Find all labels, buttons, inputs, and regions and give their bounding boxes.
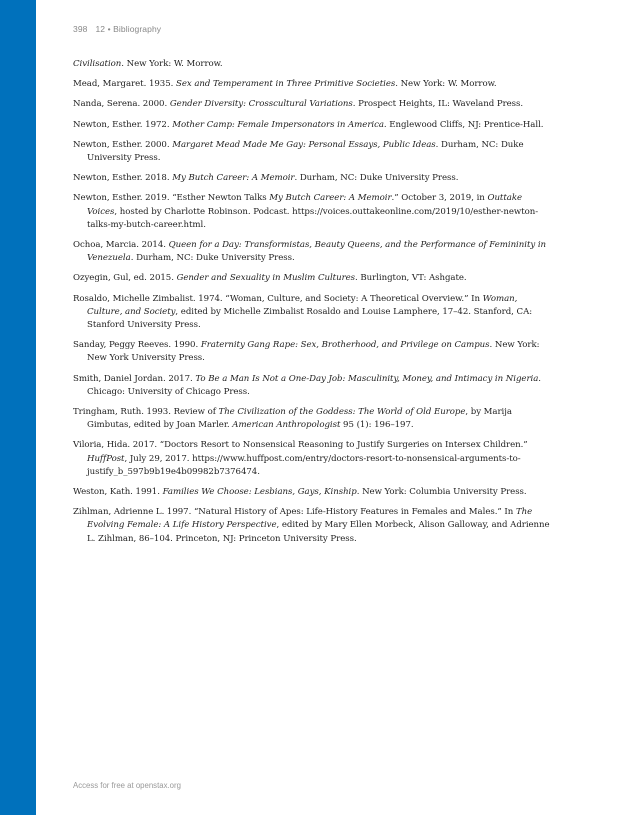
reference-entry xyxy=(73,172,553,185)
reference-title: Civilisation xyxy=(73,59,122,69)
reference-text: , hosted by Charlotte Robinson. Podcast. https://voices.outtakeonline.com/2019/10/esther-newton-talks-my-butch-career.html. xyxy=(87,206,539,230)
reference-text: . New York: W. Morrow. xyxy=(121,59,223,69)
reference-entry xyxy=(73,293,553,333)
reference-text: . New York: W. Morrow. xyxy=(395,79,497,90)
footer-access-link[interactable]: Access for free at openstax.org xyxy=(73,781,181,790)
reference-text: .” October 3, 2019, in xyxy=(391,193,488,204)
reference-title: Gender and Sexuality in Muslim Cultures xyxy=(176,273,356,284)
reference-entry xyxy=(73,272,553,285)
reference-text: Weston, Kath. 1991. xyxy=(73,487,163,498)
reference-text: Viloria, Hida. 2017. “Doctors Resort to Nonsensical Reasoning to Justify Surgeries on Intersex Children.” xyxy=(73,440,528,451)
reference-entry xyxy=(73,406,553,432)
reference-text: . Englewood Cliffs, NJ: Prentice-Hall. xyxy=(383,119,544,130)
reference-text: Sanday, Peggy Reeves. 1990. xyxy=(73,340,201,351)
reference-title: Woman, Culture, and Society xyxy=(87,293,518,317)
reference-text: . Burlington, VT: Ashgate. xyxy=(355,273,467,284)
reference-title: Margaret Mead Made Me Gay: Personal Essays, Public Ideas xyxy=(172,139,436,150)
reference-entry xyxy=(73,486,553,499)
reference-entry xyxy=(73,192,553,232)
reference-text: Tringham, Ruth. 1993. Review of xyxy=(73,407,219,418)
reference-text: 95 (1): 196–197. xyxy=(340,420,414,431)
reference-title: Fraternity Gang Rape: Sex, Brotherhood, and Privilege on Campus xyxy=(200,340,490,351)
reference-title: Queen for a Day: Transformistas, Beauty Queens, and the Performance of Femininity in Venezuela xyxy=(87,240,547,264)
reference-text: Rosaldo, Michelle Zimbalist. 1974. “Woman, Culture, and Society: A Theoretical Overview.” In xyxy=(73,293,483,304)
reference-text: , edited by Michelle Zimbalist Rosaldo and Louise Lamphere, 17–42. Stanford, CA: Stanford University Press. xyxy=(87,306,533,331)
chapter-title: 12 • Bibliography xyxy=(95,24,162,34)
reference-entry xyxy=(73,139,553,165)
reference-text: , edited by Mary Ellen Morbeck, Alison Galloway, and Adrienne L. Zihlman, 86–104. Princeton, NJ: Princeton University Press. xyxy=(87,520,550,544)
reference-title: To Be a Man Is Not a One-Day Job: Masculinity, Money, and Intimacy in Nigeria xyxy=(195,373,539,384)
reference-text: Nanda, Serena. 2000. xyxy=(73,99,170,110)
reference-text: . New York: Columbia University Press. xyxy=(356,487,527,498)
reference-title: Families We Choose: Lesbians, Gays, Kinship xyxy=(162,487,357,498)
reference-text: , by Marija Gimbutas, edited by Joan Marler. xyxy=(87,407,512,431)
reference-text: . New York: New York University Press. xyxy=(87,340,540,364)
reference-text: . Durham, NC: Duke University Press. xyxy=(130,253,295,264)
reference-text: . Durham, NC: Duke University Press. xyxy=(87,139,524,164)
reference-text: . Prospect Heights, IL: Waveland Press. xyxy=(352,99,524,110)
reference-entry xyxy=(73,119,553,132)
reference-text: Ochoa, Marcia. 2014. xyxy=(73,240,169,251)
reference-entry xyxy=(73,373,553,399)
reference-entry xyxy=(73,78,553,91)
bibliography-list xyxy=(73,58,553,553)
reference-text: Ozyegin, Gul, ed. 2015. xyxy=(73,273,177,284)
reference-title: My Butch Career: A Memoir xyxy=(172,173,295,184)
reference-title: HuffPost xyxy=(87,453,125,464)
reference-text: Newton, Esther. 2018. xyxy=(73,173,173,184)
reference-text: Zihlman, Adrienne L. 1997. “Natural History of Apes: Life-History Features in Females and Males.” In xyxy=(73,507,516,518)
reference-title: The Civilization of the Goddess: The World of Old Europe xyxy=(218,407,466,418)
reference-entry xyxy=(73,439,553,479)
reference-title: Sex and Temperament in Three Primitive Societies xyxy=(175,79,396,90)
reference-title: The Evolving Female: A Life History Perspective xyxy=(87,507,533,531)
reference-entry xyxy=(73,339,553,365)
reference-text: Mead, Margaret. 1935. xyxy=(73,79,176,90)
reference-text: , July 29, 2017. https://www.huffpost.com/entry/doctors-resort-to-nonsensical-arguments-to-justify_b_597b9b19e4b09982b7376474. xyxy=(87,453,521,477)
reference-title: American Anthropologist xyxy=(232,420,341,431)
reference-text: . Chicago: University of Chicago Press. xyxy=(87,373,541,397)
page-header xyxy=(73,24,161,34)
reference-title: Gender Diversity: Crosscultural Variations xyxy=(169,99,353,110)
reference-text: Newton, Esther. 2000. xyxy=(73,139,173,150)
page-number: 398 xyxy=(73,24,88,34)
reference-text: Smith, Daniel Jordan. 2017. xyxy=(73,373,196,384)
reference-text: . Durham, NC: Duke University Press. xyxy=(294,173,459,184)
reference-entry-continuation xyxy=(73,58,553,71)
reference-title: My Butch Career: A Memoir xyxy=(269,193,392,204)
reference-entry xyxy=(73,98,553,111)
reference-text: Newton, Esther. 2019. “Esther Newton Talks xyxy=(73,193,270,204)
reference-title: Outtake Voices xyxy=(87,193,523,217)
reference-entry xyxy=(73,506,553,546)
reference-text: Newton, Esther. 1972. xyxy=(73,119,173,130)
reference-entry xyxy=(73,239,553,265)
side-color-bar xyxy=(0,0,36,815)
reference-title: Mother Camp: Female Impersonators in America xyxy=(172,119,384,130)
